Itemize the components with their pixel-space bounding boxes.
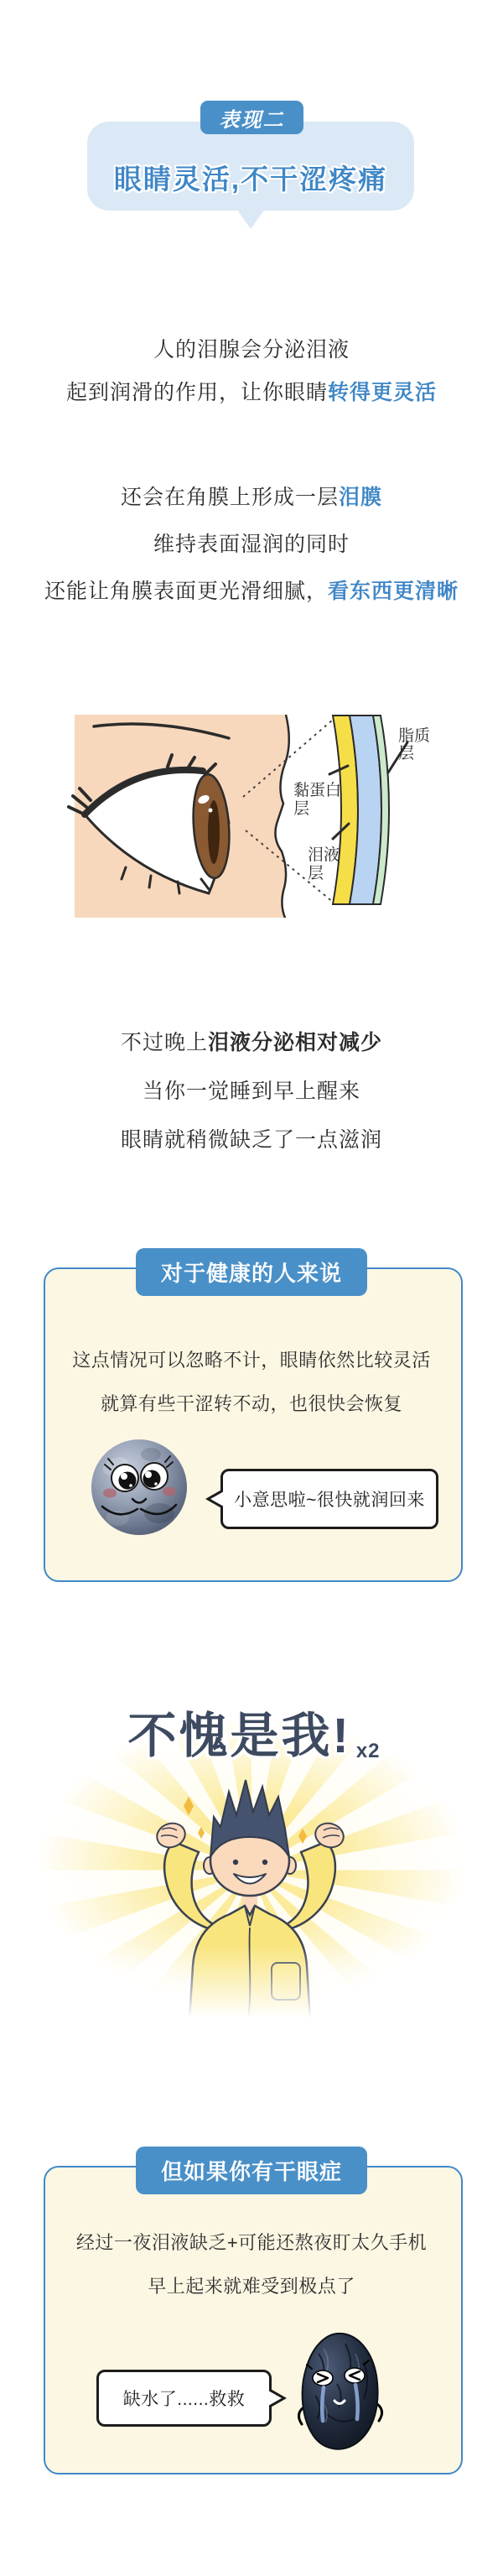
right-sleeve [283,1842,335,1929]
left-eye-dot [233,1860,238,1865]
text-line: 经过一夜泪液缺乏+可能还熬夜盯太久手机 [75,2232,428,2253]
right-arm-line [377,2404,382,2421]
page-title: 眼睛灵活,不干涩疼痛 [113,164,388,195]
hero-speech-bubble [87,122,414,211]
dry-card [44,2166,463,2475]
lipid-layer-label: 脂质 [398,727,431,745]
gold-sparkle-3 [298,1829,307,1844]
gold-sparkle-1 [184,1797,194,1815]
text-line [0,568,503,615]
right-eye-dot [262,1860,267,1865]
dry-speech-text: 缺水了......救救 [122,2390,246,2409]
text-segment: 维持表面湿润的同时 [153,533,350,556]
left-eye-sparkle [121,1473,127,1480]
left-sleeve [164,1842,216,1929]
left-tear-streak [322,2387,324,2421]
night-paragraph [0,1018,503,1164]
text-segment: 人的泪腺会分泌泪液 [153,338,350,362]
tear-layer-label2: 层 [308,865,324,882]
intro-paragraph-1 [0,329,503,414]
text-line [0,474,503,521]
healthy-eyeball-character [91,1436,188,1538]
text-line [0,1067,503,1116]
text-line: 就算有些干涩转不动，也很快会恢复 [100,1393,402,1414]
bold-segment: 泪液分泌相对减少 [208,1031,383,1054]
cheer-title [0,1696,503,1767]
right-blush [163,1487,176,1496]
dried-eyeball-character [293,2330,387,2454]
right-pupil [143,1470,161,1488]
text-line [0,329,503,372]
tear-layer-label: 泪液 [308,846,340,864]
text-line [0,521,503,568]
hero-badge-label: 表现二 [219,108,285,132]
text-line [0,1116,503,1164]
text-segment: 还能让角膜表面更光滑细腻， [44,580,328,603]
healthy-card-text [44,1339,459,1426]
right-crying-eye [345,2368,365,2383]
text-segment: 眼睛就稍微缺乏了一点滋润 [120,1128,382,1152]
left-blush [103,1489,117,1498]
cheer-title-text: 不愧是我! [127,1709,351,1763]
intro-paragraph-2 [0,474,503,615]
healthy-card-header: 对于健康的人来说 [136,1248,367,1296]
text-segment: 当你一觉睡到早上醒来 [142,1080,360,1103]
left-eye-sparkle2 [129,1484,132,1487]
marble-shadow2 [141,1448,161,1461]
tear-film-eye-diagram [0,713,503,923]
text-line [0,372,503,414]
mucin-layer-label: 黏蛋白 [293,782,342,799]
burst-bottom-fade [0,1944,503,2028]
text-line [0,1018,503,1067]
healthy-speech-text: 小意思啦~很快就润回来 [234,1491,425,1510]
dry-speech-bubble [96,2370,272,2427]
iris-highlight-dot [209,809,213,813]
highlight-segment: 看东西更清晰 [328,580,459,603]
mucin-layer-label2: 层 [293,800,310,818]
dry-card-text [44,2221,459,2308]
text-line: 这点情况可以忽略不计，眼睛依然比较灵活 [72,1350,431,1371]
cheer-times-label: x2 [355,1740,381,1762]
text-segment: 起到润滑的作用，让你眼睛 [65,381,328,404]
text-line: 早上起来就难受到极点了 [148,2276,355,2297]
highlight-segment: 转得更灵活 [328,381,438,404]
right-eye-sparkle [145,1471,152,1478]
healthy-speech-bubble [220,1469,438,1529]
hero-badge [200,101,303,134]
left-pupil [119,1472,137,1490]
white-sparkle [395,1780,418,1803]
dry-card-header: 但如果你有干眼症 [136,2147,367,2194]
left-crying-eye [313,2370,333,2386]
right-eye-sparkle2 [154,1482,158,1486]
text-segment: 还会在角膜上形成一层 [120,486,339,509]
highlight-segment: 泪膜 [339,486,383,509]
eyeball-body [91,1439,187,1535]
lipid-layer-label2: 层 [398,745,415,762]
text-segment: 不过晚上 [120,1031,208,1054]
right-tear-streak [355,2385,358,2419]
gold-sparkle-2 [198,1827,205,1839]
